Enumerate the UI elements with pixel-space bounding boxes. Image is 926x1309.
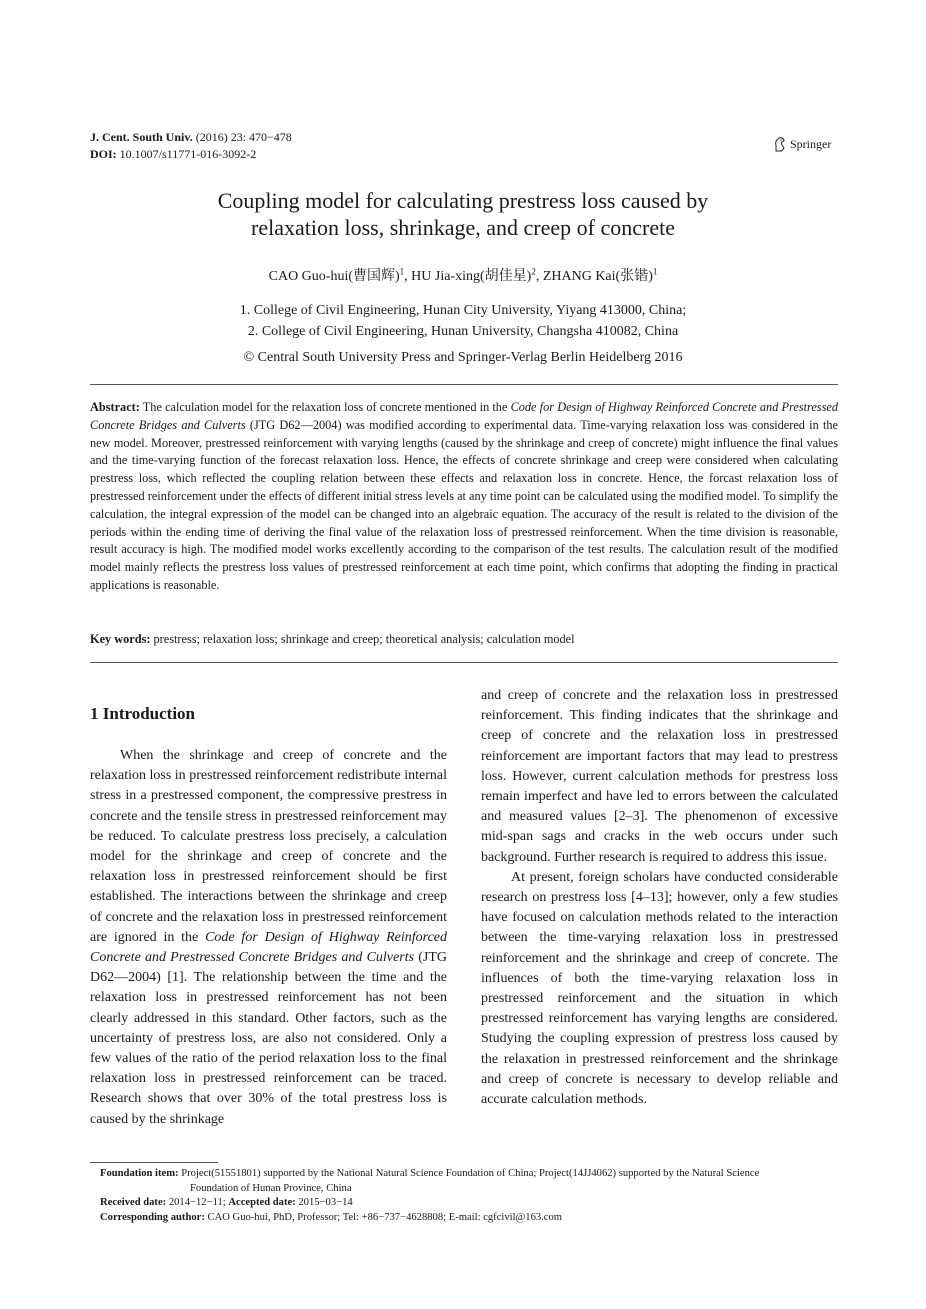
received-value: 2014−12−11; [166,1197,229,1208]
dates-line [90,1196,838,1211]
keywords [90,632,838,647]
paper-title [90,187,836,241]
abstract-text-2: (JTG D62—2004) was modified according to experimental data. Time-varying relaxation loss was considered in the new model. Moreover, prestressed reinforcement with varying lengths (caused by the shrinkage and creep of concrete) might influence the final values and the time-varying function of the forecast relaxation loss. Hence, the effects of concrete shrinkage and creep were considered when calculating prestress loss, which reflected the coupling relation between these effects and relaxation loss in concrete. Hence, the forcast relaxation loss of prestressed reinforcement under the effects of different initial stress levels at any time point can be calculated using the modified model. To simplify the calculation, the integral expression of the model can be changed into an algebraic equation. The accuracy of the result is related to the division of the periods within the ending time of deriving the final value of the relaxation loss of prestressed reinforcement. When the time division is reasonable, result accuracy is high. The modified model works excellently according to the comparison of the test results. The calculation result of the modified model mainly reflects the prestress loss values of prestressed reinforcement at each time point, which confirms that adopting the finding in practical applications is reasonable. [90,417,838,592]
title-line-2: relaxation loss, shrinkage, and creep of concrete [251,215,675,240]
abstract [90,399,838,595]
divider-bottom [90,662,838,663]
abstract-label: Abstract: [90,400,140,414]
author-name: HU Jia-xing(胡佳星) [411,269,532,284]
foundation-continuation: Foundation of Hunan Province, China [190,1182,352,1194]
author-affil-mark: 1 [399,266,405,277]
paragraph [90,746,447,1130]
received-label: Received date: [100,1197,167,1208]
foundation-item [90,1167,838,1182]
keywords-label: Key words: [90,632,151,646]
accepted-label: Accepted date: [228,1197,296,1208]
author-list [90,265,836,285]
doi-value[interactable]: 10.1007/s11771-016-3092-2 [116,147,257,161]
section-heading: 1 Introduction [90,704,196,723]
publisher-logo [773,136,831,152]
author-2 [411,266,543,284]
author-name: CAO Guo-hui(曹国辉) [268,269,400,284]
foundation-label: Foundation item: [100,1168,179,1179]
author-1 [268,266,412,284]
author-separator: , [535,269,543,284]
title-line-1: Coupling model for calculating prestress loss caused by [217,188,709,213]
springer-horse-icon [773,136,787,152]
paragraph-text: When the shrinkage and creep of concrete and the relaxation loss in prestressed reinforcement redistribute internal stress in a prestressed component, the compressive prestress in concrete and the tensile stress in prestressed reinforcement may be reduced. To calculate prestress loss precisely, a calculation model for the shrinkage and creep of concrete and the relaxation loss in prestressed reinforcement should be first established. The interactions between the shrinkage and creep of concrete and the relaxation loss in prestressed reinforcement are ignored in the [90,748,447,945]
author-name: ZHANG Kai(张锴) [542,269,653,284]
accepted-value: 2015−03−14 [295,1197,353,1208]
author-separator: , [404,269,412,284]
publisher-name: Springer [790,136,832,151]
keywords-text: prestress; relaxation loss; shrinkage and creep; theoretical analysis; calculation model [150,632,575,646]
journal-info: (2016) 23: 470−478 [192,130,292,144]
affiliation-1: 1. College of Civil Engineering, Hunan City University, Yiyang 413000, China; [239,303,687,318]
code-title-italic: Code for Design of Highway Reinforced Concrete and Prestressed Concrete Bridges and Culverts [90,929,447,966]
abstract-text-1: The calculation model for the relaxation loss of concrete mentioned in the [139,400,511,414]
divider-top [90,384,838,385]
doi-line [90,146,292,163]
paragraph: and creep of concrete and the relaxation loss in prestressed reinforcement. This finding indicates that the shrinkage and creep of concrete and the relaxation loss in prestressed reinforcement are important factors that may lead to prestress loss. However, current calculation methods for prestress loss remain imperfect and have led to errors between the calculated and measured values [2–3]. The phenomenon of excessive mid-span sags and cracks in the web occurs under such background. Further research is required to address this issue. [481,688,838,865]
journal-name: J. Cent. South Univ. [90,130,193,144]
author-affil-mark: 2 [531,266,536,277]
body-column-left [90,746,447,1130]
affiliations [90,300,836,342]
corresponding-label: Corresponding author: [100,1211,205,1223]
author-3 [542,266,658,284]
corresponding-author [90,1211,838,1226]
footnotes [90,1167,838,1225]
abstract-code-title: Code for Design of Highway Reinforced Concrete and Prestressed Concrete Bridges and Culverts [90,400,838,432]
affiliation-2: 2. College of Civil Engineering, Hunan University, Changsha 410082, China [247,324,679,339]
author-affil-mark: 1 [652,266,658,277]
body-column-right [481,686,838,1110]
foundation-text: Project(51551801) supported by the National Natural Science Foundation of China; Project(14JJ4062) supported by the Natural Science [178,1168,760,1179]
journal-citation [90,129,292,163]
footnote-divider [90,1162,218,1163]
journal-line [90,129,292,146]
doi-label: DOI: [90,147,117,161]
paragraph-text: (JTG D62—2004) [1]. The relationship between the time and the relaxation loss in prestressed reinforcement has not been clearly addressed in this standard. Other factors, such as the uncertainty of prestress loss, are also not considered. Only a few values of the ratio of the period relaxation loss to the final relaxation loss in prestressed reinforcement can be traced. Research shows that over 30% of the total prestress loss is caused by the shrinkage [90,950,447,1127]
corresponding-value: CAO Guo-hui, PhD, Professor; Tel: +86−737−4628808; E-mail: cgfcivil@163.com [204,1211,563,1223]
paragraph: At present, foreign scholars have conducted considerable research on prestress loss [4–13]; however, only a few studies have focused on calculation methods related to the interaction between the time-varying relaxation loss in prestressed reinforcement and the shrinkage and creep of concrete. The influences of both the time-varying relaxation loss in prestressed reinforcement and the situation in which prestressed reinforcement has varying lengths are considered. Studying the coupling expression of prestress loss caused by the relaxation in prestressed reinforcement and the shrinkage and creep of concrete is necessary to develop reliable and accurate calculation methods. [481,869,838,1108]
copyright-notice: © Central South University Press and Springer-Verlag Berlin Heidelberg 2016 [243,350,683,365]
